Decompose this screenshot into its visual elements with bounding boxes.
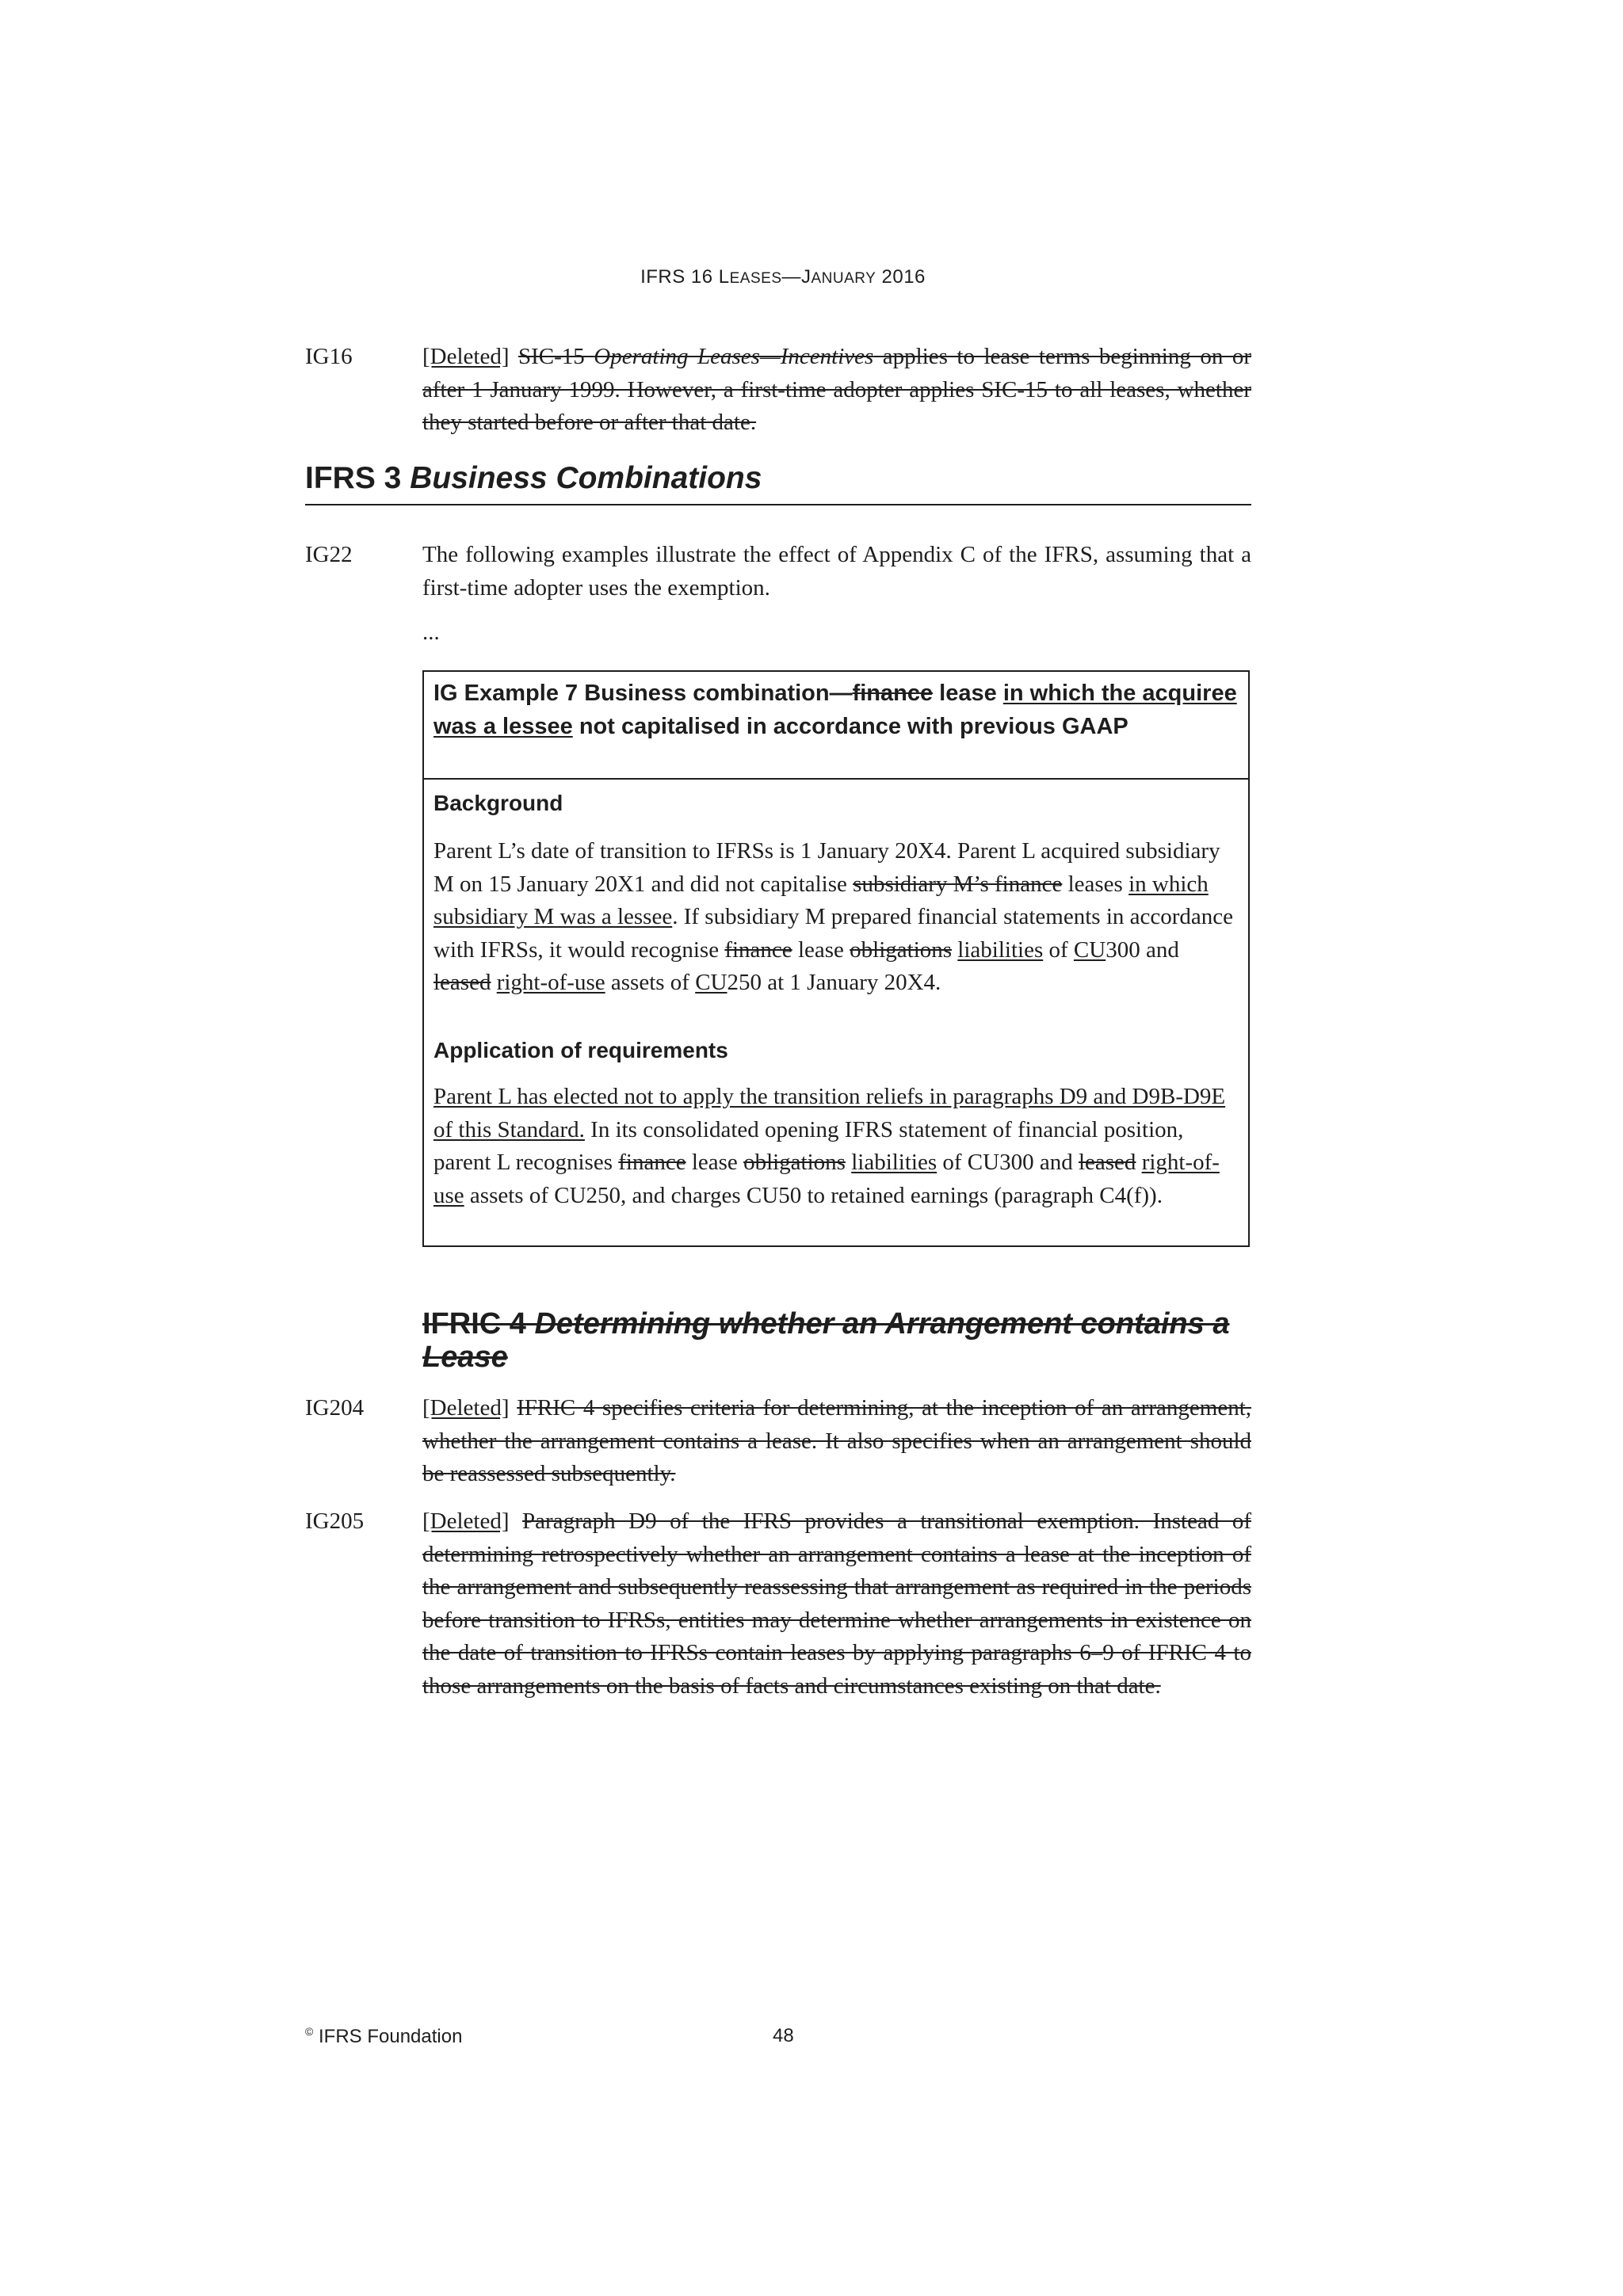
copyright-symbol: © [305,2025,314,2038]
text-run: SIC-15 [518,344,594,369]
text-run: CU [1073,936,1106,963]
application-heading: Application of requirements [433,1038,728,1062]
page-number: 48 [773,2025,794,2046]
paragraph-number-ig22: IG22 [305,542,353,567]
text-run: subsidiary M’s finance [853,871,1063,897]
paragraph-number-ig204: IG204 [305,1395,365,1421]
text-run: [Deleted] [422,1395,510,1421]
text-run: assets of [605,970,696,995]
text-run: in which subsidiary M was a lessee [433,871,1209,929]
running-head-smallcaps-2: ANUARY [811,270,876,287]
text-run: Paragraph D9 of the IFRS provides a transitional exemption. Instead of determining retrospectively whether an arrangement contains a lease at the inception of the arrangement and subsequently reassessing that arrangement as required in the periods before transition to IFRSs, entities may determine whether arrangements in existence on the date of transition to IFRSs contain leases by applying paragraphs 6–9 of IFRIC 4 to those arrangements on the basis of facts and circumstances existing on that date. [422,1508,1252,1699]
paragraph-ig205 [422,1505,1251,1703]
section-heading-title: Business Combinations [410,461,762,495]
text-run: not capitalised in accordance with previous GAAP [572,714,1128,739]
text-run: of [1043,936,1074,963]
example-title [424,672,1248,780]
text-run [510,344,519,369]
text-run: In its consolidated opening IFRS statement of financial position, parent L recognises [433,1116,1184,1175]
text-run: 250 at 1 January 20X4. [727,970,941,995]
background-heading: Background [433,791,563,815]
text-run: CU [695,970,727,995]
ellipsis: ... [422,620,440,645]
application-text [433,1081,1234,1212]
text-run: finance [724,936,792,963]
text-run: IFRIC 4 specifies criteria for determining, at the inception of an arrangement, whether the arrangement contains a lease. It also specifies when an arrangement should be reassessed subsequently. [422,1395,1252,1486]
running-head [0,266,1566,288]
text-run [510,1395,517,1421]
text-run: [Deleted] [422,344,510,369]
text-run: finance [618,1150,686,1175]
running-head-prefix: IFRS 16 L [640,266,730,288]
text-run: in which the acquiree was a lessee [433,681,1237,739]
running-head-smallcaps-1: EASES [729,270,782,287]
ifric-heading-title: Determining whether an Arrangement contains a Lease [422,1307,1230,1374]
text-run: assets of CU250, and charges CU50 to retained earnings (paragraph C4(f)). [464,1182,1163,1208]
text-run: leased [433,970,491,995]
text-run: lease [685,1150,744,1175]
text-run [1136,1150,1141,1175]
text-run: Parent L’s date of transition to IFRSs is 1 January 20X4. Parent L acquired subsidiary M on 15 January 20X1 and did not capitalise [433,838,1220,897]
text-run: obligations [743,1150,846,1175]
paragraph-ig16 [422,341,1251,440]
text-run [510,1508,523,1534]
text-run: [Deleted] [422,1508,510,1534]
text-run: liabilities [957,936,1044,963]
text-run: Operating Leases—Incentives [594,344,874,369]
paragraph-ig204 [422,1392,1251,1491]
background-text [433,835,1234,1000]
ifric-heading-prefix: IFRIC 4 [422,1307,535,1341]
text-run: obligations [850,936,953,963]
text-run: applies to lease terms beginning on or after 1 January 1999. However, a first-time adopter applies SIC-15 to all leases, whether they started before or after that date. [422,344,1251,435]
text-run: Parent L has elected not to apply the transition reliefs in paragraphs D9 and D9B-D9E of this Standard. [433,1084,1226,1142]
running-head-suffix: 2016 [876,266,926,288]
running-head-mid: —J [781,266,812,288]
text-run: . If subsidiary M prepared financial statements in accordance with IFRSs, it would recognise [433,904,1234,963]
text-run: lease [933,681,1003,706]
text-run: IG Example 7 Business combination— [433,681,853,706]
text-run: liabilities [851,1150,938,1175]
text-run: finance [852,681,934,706]
text-run: of CU300 and [937,1150,1079,1175]
text-run: 300 and [1106,936,1179,963]
text-run: right-of-use [433,1150,1220,1208]
text-run: lease [792,936,850,963]
copyright-text: IFRS Foundation [313,2026,463,2047]
paragraph-number-ig16: IG16 [305,344,353,369]
paragraph-number-ig205: IG205 [305,1508,365,1534]
paragraph-ig22: The following examples illustrate the effect of Appendix C of the IFRS, assuming that a first-time adopter uses the exemption. [422,542,1251,601]
section-heading-ifrs3 [305,460,1251,505]
text-run [491,970,496,995]
text-run: leased [1078,1150,1136,1175]
example-box [422,670,1250,1247]
text-run: leases [1062,871,1129,897]
text-run: right-of-use [496,970,605,995]
section-heading-ifric4 [422,1307,1254,1374]
section-heading-prefix: IFRS 3 [305,461,411,495]
footer-copyright [305,2025,462,2048]
